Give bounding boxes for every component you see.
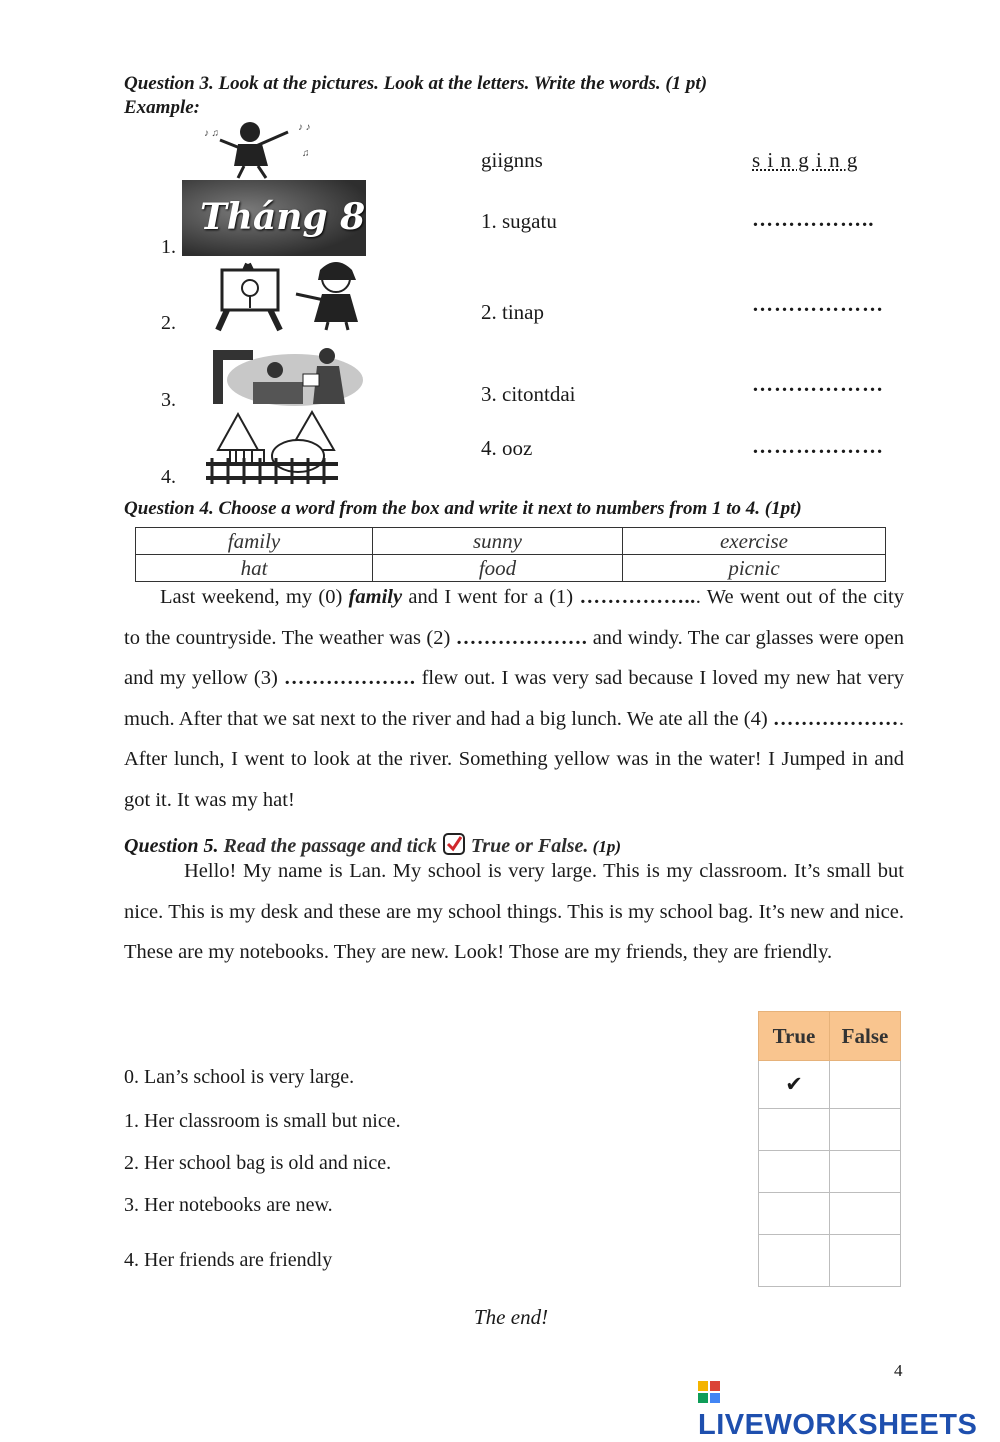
logo-text: LIVEWORKSHEETS <box>698 1409 978 1441</box>
passage-text: and I went for a (1) <box>402 586 580 608</box>
word-box-cell: family <box>136 528 373 555</box>
question-5-instruction-end: True or False. <box>465 835 589 857</box>
false-cell-4[interactable] <box>830 1235 901 1287</box>
passage-text: and windy. The car glasses were open and my yellow (3) <box>124 626 904 689</box>
true-cell-3[interactable] <box>759 1193 830 1235</box>
question-5-passage: Hello! My name is Lan. My school is very large. This is my classroom. It’s small but nice. This is my desk and these are my school things. This is my school bag. It’s new and nice. These are my notebooks. They are new. Look! Those are my friends, they are friendly. <box>124 860 904 963</box>
example-answer: s i n g i n g <box>752 148 859 172</box>
false-cell-2[interactable] <box>830 1151 901 1193</box>
painting-picture <box>200 260 372 332</box>
statement-4: 4. Her friends are friendly <box>124 1249 333 1271</box>
svg-text:♫: ♫ <box>302 148 310 159</box>
the-end-text: The end! <box>474 1305 549 1329</box>
statement-1: 1. Her classroom is small but nice. <box>124 1110 401 1132</box>
question-5-label: Question 5. <box>124 835 219 857</box>
question-5-instruction: Read the passage and tick <box>218 835 442 857</box>
statement-2: 2. Her school bag is old and nice. <box>124 1152 392 1174</box>
zoo-picture <box>204 410 340 486</box>
item-3-answer-blank[interactable]: ……………… <box>752 372 884 396</box>
item-2-word: 2. tinap <box>481 300 544 324</box>
dictation-picture <box>205 346 363 408</box>
item-3-word: 3. citontdai <box>481 382 576 406</box>
passage-text: . We went out of the city to the countryside. The weather was (2) <box>124 586 904 649</box>
word-box-cell: picnic <box>623 555 886 582</box>
item-4-answer-blank[interactable]: ……………… <box>752 434 884 458</box>
item-3-number: 3. <box>161 389 176 411</box>
passage-text: . After lunch, I went to look at the river. Something yellow was in the water! I Jumped in and got it. It was my hat! <box>124 707 904 811</box>
false-cell-1[interactable] <box>830 1109 901 1151</box>
true-header: True <box>759 1012 830 1061</box>
blank-3[interactable]: ………………. <box>283 667 416 689</box>
picture-caption: Tháng 8 <box>200 196 366 238</box>
true-false-table <box>758 1011 901 1287</box>
word-box-cell: hat <box>136 555 373 582</box>
blank-1[interactable]: …………….. <box>579 586 696 608</box>
svg-text:♪ ♪: ♪ ♪ <box>298 122 311 133</box>
item-1-number: 1. <box>161 236 176 258</box>
item-1-answer-blank[interactable]: …………….. <box>752 207 875 231</box>
example-word: giignns <box>481 148 543 172</box>
true-cell-0[interactable]: ✔ <box>759 1061 830 1109</box>
word-box-cell: sunny <box>373 528 623 555</box>
calendar-august-picture <box>182 180 366 256</box>
blank-4[interactable]: ……………… <box>772 707 899 730</box>
question-3-title: Question 3. Look at the pictures. Look at the letters. Write the words. (1 pt) <box>124 73 708 94</box>
passage-text: flew out. I was very sad because I loved my new hat very much. After that we sat next to the river and had a big lunch. We ate all the (4) <box>124 667 904 730</box>
false-cell-3[interactable] <box>830 1193 901 1235</box>
example-answer-family: family <box>348 586 403 608</box>
word-box <box>135 527 886 582</box>
liveworksheets-logo <box>698 1376 1000 1442</box>
singing-girl-picture <box>198 118 328 180</box>
false-cell-0[interactable] <box>830 1061 901 1109</box>
word-box-cell: exercise <box>623 528 886 555</box>
question-5-points: (1p) <box>588 837 621 856</box>
item-1-word: 1. sugatu <box>481 209 557 233</box>
item-2-answer-blank[interactable]: ……………… <box>752 292 884 316</box>
blank-2[interactable]: ………………. <box>455 626 588 649</box>
logo-icon <box>698 1378 720 1400</box>
false-header: False <box>830 1012 901 1061</box>
word-box-cell: food <box>373 555 623 582</box>
item-4-word: 4. ooz <box>481 436 533 460</box>
true-cell-1[interactable] <box>759 1109 830 1151</box>
question-4-passage <box>124 577 904 820</box>
passage-text: Last weekend, my (0) <box>160 586 349 608</box>
question-4-title: Question 4. Choose a word from the box and write it next to numbers from 1 to 4. (1pt) <box>124 498 802 519</box>
svg-text:♪ ♫: ♪ ♫ <box>204 128 219 139</box>
item-4-number: 4. <box>161 466 176 488</box>
true-cell-2[interactable] <box>759 1151 830 1193</box>
example-label: Example: <box>124 97 200 118</box>
statement-0: 0. Lan’s school is very large. <box>124 1066 355 1088</box>
item-2-number: 2. <box>161 312 176 334</box>
true-cell-4[interactable] <box>759 1235 830 1287</box>
statement-3: 3. Her notebooks are new. <box>124 1194 333 1216</box>
page-number: 4 <box>894 1361 903 1380</box>
